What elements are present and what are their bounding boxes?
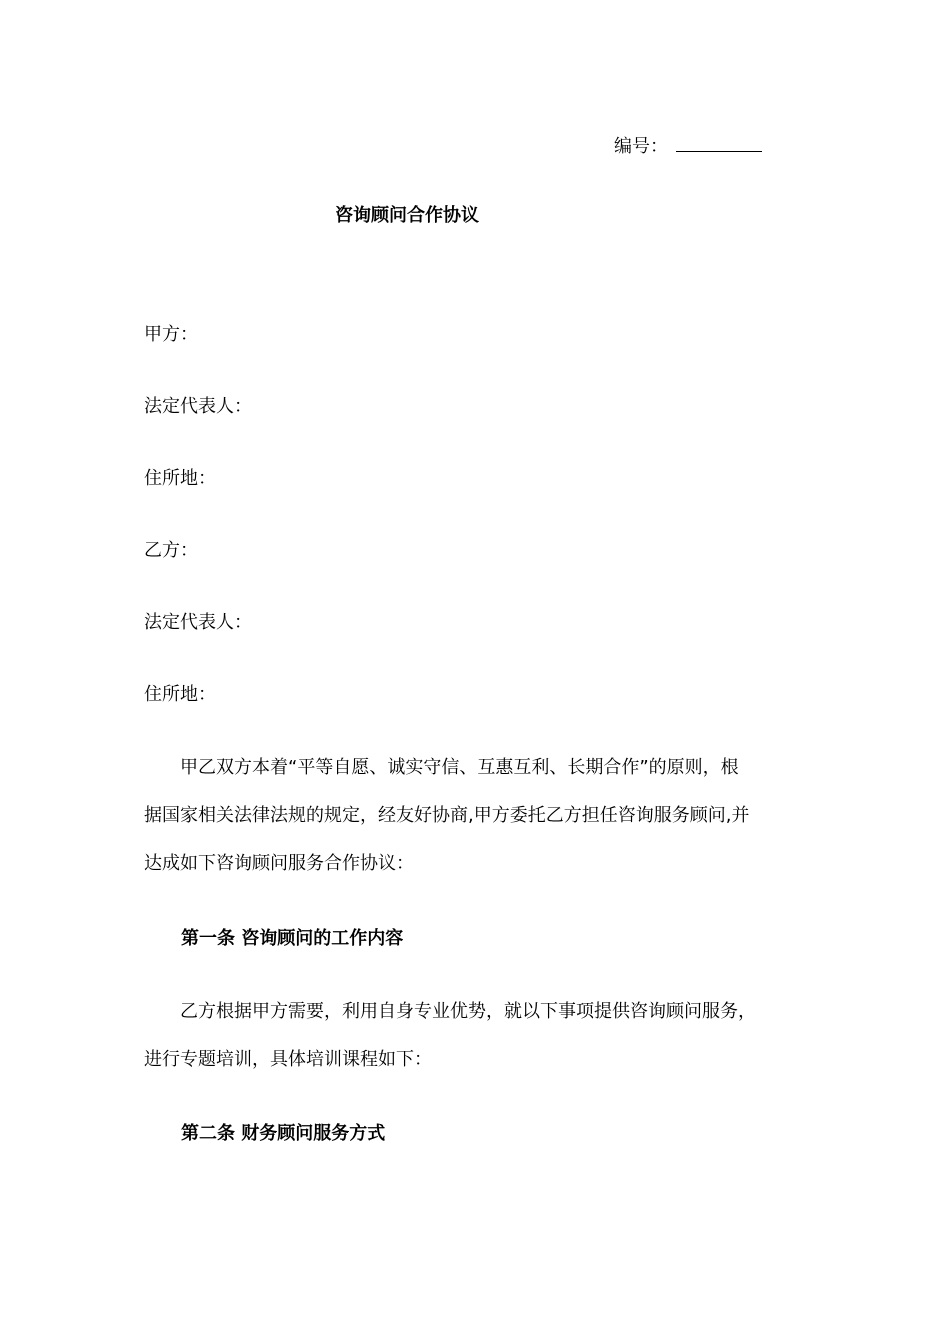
document-title: 咨询顾问合作协议 [335, 205, 479, 226]
intro-line-2: 据国家相关法律法规的规定，经友好协商,甲方委托乙方担任咨询服务顾问,并 [144, 805, 750, 826]
party-b-address-label: 住所地： [144, 684, 216, 705]
intro-paragraph [144, 744, 790, 888]
article-1-paragraph [144, 988, 790, 1084]
document-number-blank-line [676, 133, 762, 152]
article-1-heading: 第一条 咨询顾问的工作内容 [181, 928, 404, 949]
intro-line-3: 达成如下咨询顾问服务合作协议： [144, 853, 414, 874]
article-2-heading: 第二条 财务顾问服务方式 [181, 1123, 386, 1144]
article-1-line-2: 进行专题培训，具体培训课程如下： [144, 1049, 432, 1070]
party-b-legal-representative-label: 法定代表人： [144, 612, 252, 633]
party-a-address-label: 住所地： [144, 468, 216, 489]
party-b-label: 乙方： [144, 540, 198, 561]
document-number [614, 133, 762, 159]
document-number-label: 编号： [614, 136, 668, 157]
intro-line-1: 甲乙双方本着“平等自愿、诚实守信、互惠互利、长期合作”的原则，根 [144, 757, 739, 778]
party-a-label: 甲方： [144, 324, 198, 345]
party-a-legal-representative-label: 法定代表人： [144, 396, 252, 417]
article-1-line-1: 乙方根据甲方需要，利用自身专业优势，就以下事项提供咨询顾问服务， [144, 1001, 756, 1022]
